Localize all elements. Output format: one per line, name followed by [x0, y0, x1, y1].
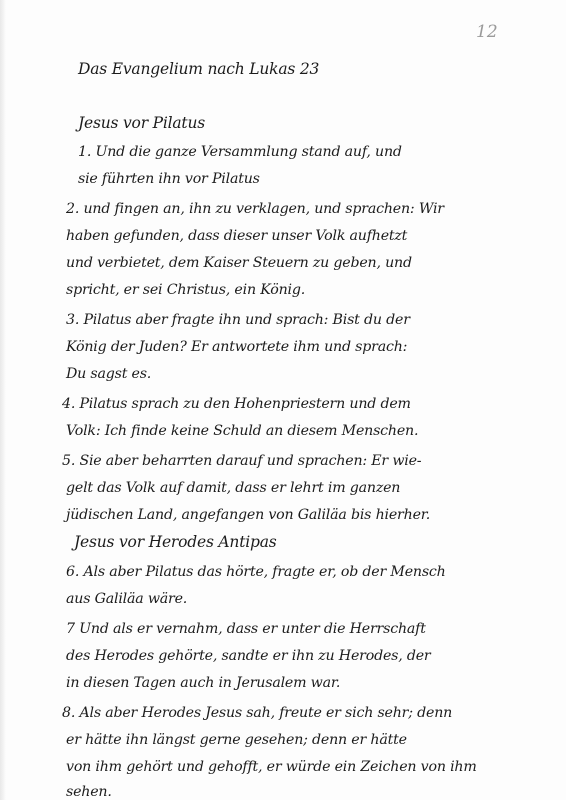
page-edge-shadow [0, 0, 6, 800]
text-line: spricht, er sei Christus, ein König. [66, 282, 306, 298]
text-line: von ihm gehört und gehofft, er würde ein Zeichen von ihm [66, 759, 477, 775]
text-line: 6. Als aber Pilatus das hörte, fragte er, ob der Mensch [66, 564, 446, 580]
text-line: Volk: Ich finde keine Schuld an diesem Menschen. [66, 423, 419, 439]
text-line: haben gefunden, dass dieser unser Volk aufhetzt [66, 228, 408, 244]
text-line: 1. Und die ganze Versammlung stand auf, und [78, 144, 402, 160]
text-line: Du sagst es. [66, 366, 152, 382]
text-line: 3. Pilatus aber fragte ihn und sprach: Bist du der [66, 312, 410, 328]
text-line: aus Galiläa wäre. [66, 591, 188, 607]
text-line: 4. Pilatus sprach zu den Hohenpriestern und dem [62, 396, 411, 412]
text-line: des Herodes gehörte, sandte er ihn zu Herodes, der [66, 648, 431, 664]
text-line: jüdischen Land, angefangen von Galiläa bis hierher. [66, 507, 431, 523]
text-line: sehen. [66, 784, 112, 800]
text-line: 7 Und als er vernahm, dass er unter die Herrschaft [66, 621, 426, 637]
text-line: und verbietet, dem Kaiser Steuern zu geben, und [66, 255, 412, 271]
text-line: 8. Als aber Herodes Jesus sah, freute er sich sehr; denn [62, 705, 453, 721]
section-heading-jesus-vor-pilatus: Jesus vor Pilatus [78, 114, 205, 132]
text-line: sie führten ihn vor Pilatus [78, 171, 260, 187]
text-line: in diesen Tagen auch in Jerusalem war. [66, 675, 341, 691]
text-line: er hätte ihn längst gerne gesehen; denn er hätte [66, 732, 407, 748]
page-title: Das Evangelium nach Lukas 23 [78, 60, 320, 78]
text-line: König der Juden? Er antwortete ihm und sprach: [66, 339, 408, 355]
page-number: 12 [476, 22, 498, 42]
text-line: 5. Sie aber beharrten darauf und sprachen: Er wie- [62, 453, 422, 469]
section-heading-jesus-vor-herodes: Jesus vor Herodes Antipas [74, 533, 277, 551]
text-line: 2. und fingen an, ihn zu verklagen, und sprachen: Wir [66, 201, 444, 217]
text-line: gelt das Volk auf damit, dass er lehrt im ganzen [66, 480, 401, 496]
